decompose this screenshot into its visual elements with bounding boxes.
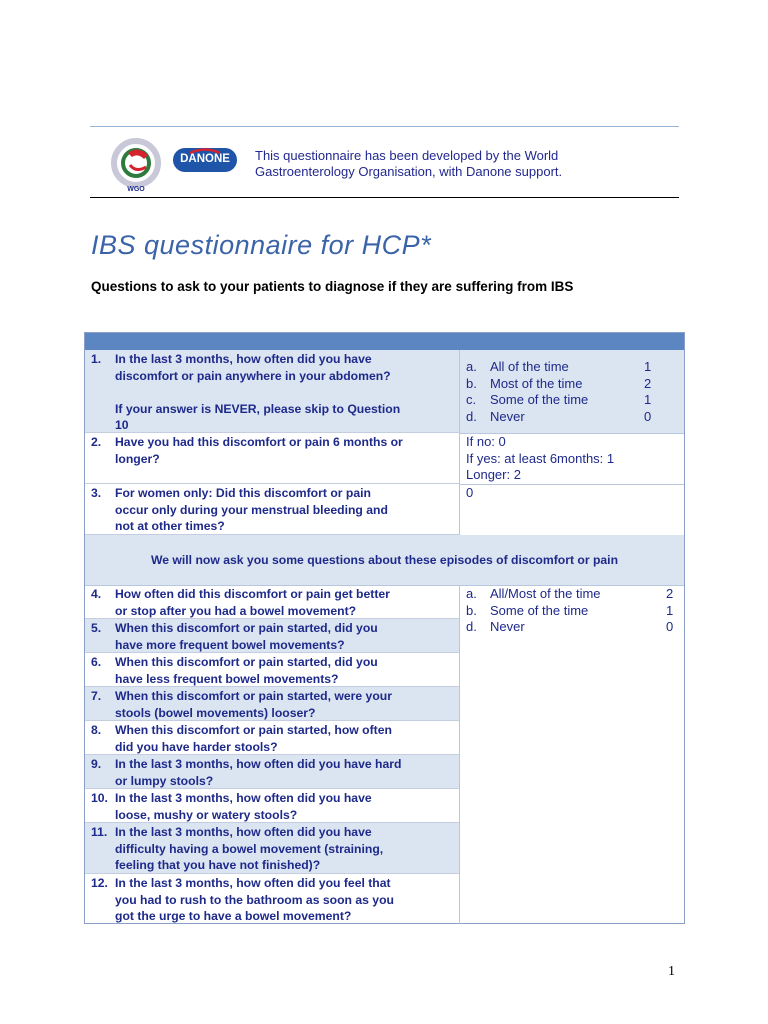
question-line: When this discomfort or pain started, did you (115, 655, 378, 669)
question-number: 11. (91, 825, 108, 839)
answer-line: Longer: 2 (466, 467, 521, 482)
answer-text: Never (490, 408, 525, 424)
answer-line: If no: 0 (466, 434, 506, 449)
question-line: In the last 3 months, how often did you have (115, 352, 372, 366)
question-line: did you have harder stools? (115, 739, 278, 754)
question-line: have less frequent bowel movements? (115, 671, 339, 686)
answer-score: 0 (644, 408, 652, 424)
question-row (85, 721, 459, 755)
header-description-line2: Gastroenterology Organisation, with Danone support. (255, 164, 563, 179)
question-number: 7. (91, 689, 102, 703)
danone-logo (172, 147, 238, 173)
question-line: In the last 3 months, how often did you have hard (115, 757, 402, 771)
answer-letter: d. (466, 408, 477, 424)
answer-text: Never (490, 619, 525, 634)
answer-option (466, 392, 666, 409)
question-line: loose, mushy or watery stools? (115, 807, 298, 822)
question-line: not at other times? (115, 519, 225, 533)
q3-answer: 0 (466, 485, 474, 500)
question-line: 10 (115, 418, 129, 432)
answer-option (466, 359, 666, 376)
answer-line: If yes: at least 6months: 1 (466, 450, 615, 466)
answer-letter: a. (466, 586, 477, 601)
question-line: you had to rush to the bathroom as soon as you (115, 892, 394, 907)
question-number: 12. (91, 876, 108, 890)
answer-letter: a. (466, 359, 477, 374)
question-line: Have you had this discomfort or pain 6 months or (115, 435, 403, 449)
answer-text: All/Most of the time (490, 586, 601, 601)
answer-score: 1 (644, 359, 652, 374)
question-line: longer? (115, 451, 160, 466)
question-line: discomfort or pain anywhere in your abdomen? (115, 368, 391, 383)
table-header-bar (85, 333, 684, 350)
top-rule (90, 126, 679, 127)
question-row (85, 484, 459, 535)
question-line: got the urge to have a bowel movement? (115, 909, 352, 923)
page-title: IBS questionnaire for HCP* (91, 230, 432, 260)
question-line (115, 384, 455, 401)
answer-score: 1 (666, 602, 674, 618)
column-divider (459, 585, 460, 924)
section-heading: We will now ask you some questions about these episodes of discomfort or pain (85, 535, 684, 586)
answer-text: Most of the time (490, 375, 583, 391)
answer-option (466, 619, 678, 636)
answer-score: 2 (666, 586, 674, 601)
q4-12-answers (466, 586, 678, 636)
question-row (85, 585, 459, 619)
question-number: 1. (91, 352, 102, 366)
question-line: How often did this discomfort or pain get better (115, 587, 390, 601)
question-row (85, 823, 459, 874)
question-row (85, 653, 459, 687)
answer-score: 1 (644, 392, 652, 407)
answer-score: 2 (644, 375, 652, 391)
q2-answers (466, 434, 676, 484)
row-divider (460, 484, 684, 485)
question-line: In the last 3 months, how often did you have (115, 791, 372, 805)
header-description (255, 148, 655, 180)
question-line: When this discomfort or pain started, were your (115, 689, 392, 703)
page-number: 1 (668, 964, 675, 979)
question-number: 4. (91, 587, 102, 601)
answer-letter: b. (466, 375, 477, 391)
question-line: occur only during your menstrual bleeding and (115, 502, 388, 517)
page-subtitle: Questions to ask to your patients to diagnose if they are suffering from IBS (91, 279, 574, 294)
question-row (85, 755, 459, 789)
answer-letter: b. (466, 602, 477, 618)
question-number: 6. (91, 655, 102, 669)
question-line: difficulty having a bowel movement (straining, (115, 841, 384, 856)
question-row (85, 874, 459, 924)
answer-option (466, 586, 678, 603)
question-line: In the last 3 months, how often did you have (115, 825, 372, 839)
question-row (85, 619, 459, 653)
question-line: If your answer is NEVER, please skip to Question (115, 401, 401, 416)
question-row (85, 687, 459, 721)
danone-logo-text: DANONE (180, 153, 230, 165)
question-line: stools (bowel movements) looser? (115, 705, 316, 720)
question-line: or stop after you had a bowel movement? (115, 603, 357, 618)
question-line: When this discomfort or pain started, how often (115, 723, 392, 737)
answer-option (466, 376, 666, 393)
column-divider (459, 350, 460, 535)
question-row (85, 433, 459, 484)
question-line: have more frequent bowel movements? (115, 637, 345, 652)
wgo-logo-text: WGO (127, 186, 145, 193)
question-number: 10. (91, 791, 108, 805)
bottom-rule (90, 197, 679, 198)
question-number: 8. (91, 723, 102, 737)
question-line: For women only: Did this discomfort or pain (115, 486, 371, 500)
question-number: 9. (91, 757, 102, 771)
question-line: or lumpy stools? (115, 773, 214, 788)
answer-text: All of the time (490, 359, 569, 374)
answer-text: Some of the time (490, 602, 589, 618)
header-description-line1: This questionnaire has been developed by the World (255, 148, 559, 163)
question-row (85, 789, 459, 823)
question-line: feeling that you have not finished)? (115, 858, 321, 872)
question-row (85, 350, 459, 433)
answer-option (466, 409, 666, 426)
question-line: In the last 3 months, how often did you feel that (115, 876, 391, 890)
question-number: 3. (91, 486, 102, 500)
answer-letter: d. (466, 619, 477, 634)
answer-score: 0 (666, 619, 674, 634)
question-number: 5. (91, 621, 102, 635)
q1-answers (466, 359, 666, 425)
question-number: 2. (91, 435, 102, 449)
question-line: When this discomfort or pain started, did you (115, 621, 378, 635)
answer-letter: c. (466, 392, 477, 407)
answer-option (466, 603, 678, 620)
answer-text: Some of the time (490, 392, 589, 407)
